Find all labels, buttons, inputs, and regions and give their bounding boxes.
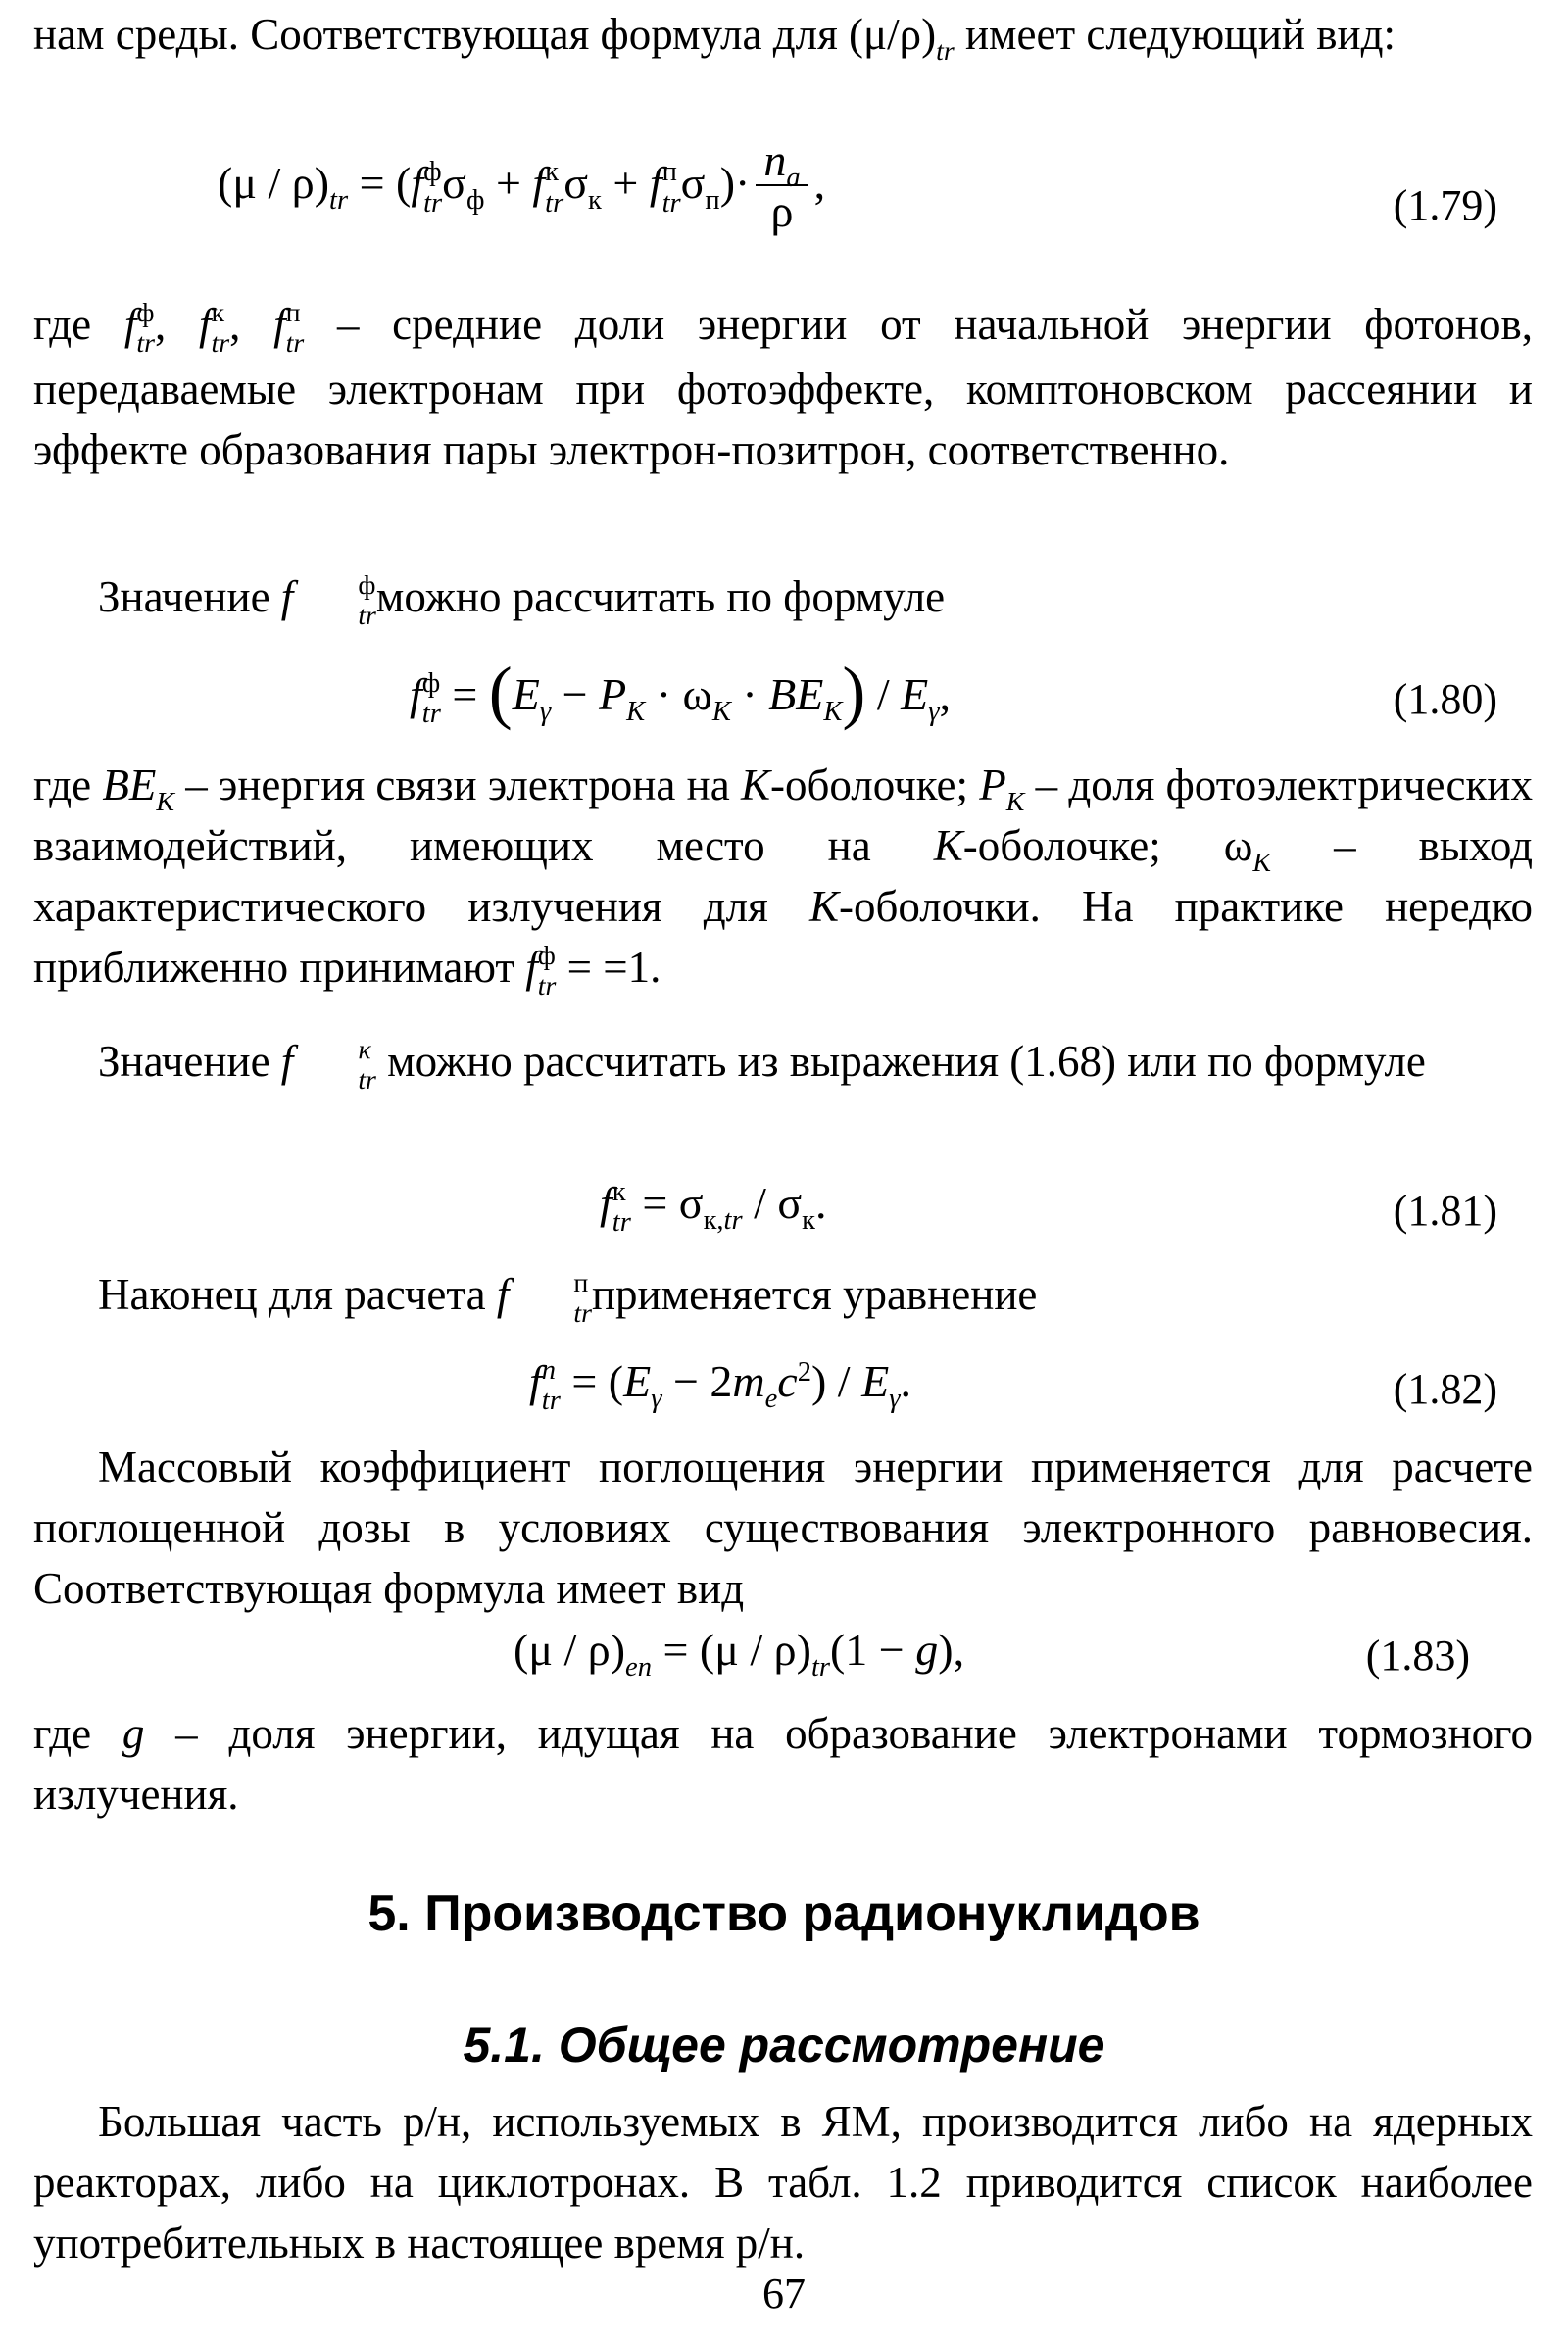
equation-number-1-80: (1.80) <box>1393 675 1497 723</box>
paragraph-be-definition: где $BE_K$ – энергия связи электрона на K-оболочке; $P_K$ – доля фотоэлектрических взаимодействий, имеющих место на K-оболочке; $\omega_K$ – выход характеристического излучения для K-оболочки. На практике нередко приближенно принимают f ф tr = =1. <box>33 760 1533 1001</box>
paragraph-radionuclides: Большая часть р/н, используемых в ЯМ, производится либо на ядерных реакторах, либо на циклотронах. В табл. 1.2 приводится список наиболее употребительных в настоящее время р/н. <box>33 2097 1533 2268</box>
paragraph-f-phi-intro: Значение f ф tr можно рассчитать по формуле <box>98 569 946 631</box>
equation-number-1-81: (1.81) <box>1393 1187 1497 1235</box>
paragraph-g-definition: где g – доля энергии, идущая на образование электронами тормозного излучения. <box>33 1709 1533 1819</box>
equation-1-79: $(\mu / \rho)_{tr} = (f$ ф tr $\sigma_ф + f$ к tr $\sigma_к + f$ п tr $\sigma_п)\cdot$ $\frac{n_a}{\rho}$ , <box>218 135 826 237</box>
equation-1-81: f к tr = $\sigma_{к,tr} / \sigma_к$. <box>600 1177 827 1239</box>
equation-1-80: f ф tr = $(E_\gamma - P_K \cdot \omega_K \cdot BE_K) / E_\gamma$, <box>410 653 952 731</box>
paragraph-f-p-intro: Наконец для расчета f п tr применяется уравнение <box>98 1267 1038 1329</box>
paragraph-f-k-intro: Значение f κ tr можно рассчитать из выражения (1.68) или по формуле <box>98 1034 1426 1096</box>
paragraph-fractions-definition: где f ф tr , f к tr , f п tr – средние доли энергии от начальной энергии фотонов, передаваемые электронам при фотоэффекте, комптоновском рассеянии и эффекте образования пары электрон-позитрон, соответственно. <box>33 297 1534 475</box>
section-heading: 5. Производство радионуклидов <box>368 1885 1200 1942</box>
paragraph-mass-absorption: Массовый коэффициент поглощения энергии применяется для расчете поглощенной дозы в условиях существования электронного равновесия. Соответствующая формула имеет вид <box>33 1442 1533 1613</box>
paragraph-intro: нам среды. Соответствующая формула для $(\mu/\rho)_{tr}$ имеет следующий вид: <box>33 10 1396 67</box>
page-number: 67 <box>762 2269 806 2318</box>
subsection-heading: 5.1. Общее рассмотрение <box>463 2018 1105 2073</box>
equation-number-1-83: (1.83) <box>1365 1632 1470 1680</box>
equation-1-83: $(\mu / \rho)_{en} = (\mu / \rho)_{tr}(1 - g)$, <box>514 1625 965 1683</box>
equation-number-1-79: (1.79) <box>1393 181 1497 229</box>
equation-number-1-82: (1.82) <box>1393 1365 1497 1413</box>
equation-1-82: f n tr = $(E_\gamma - 2m_ec^2) / E_\gamma$. <box>529 1355 911 1417</box>
